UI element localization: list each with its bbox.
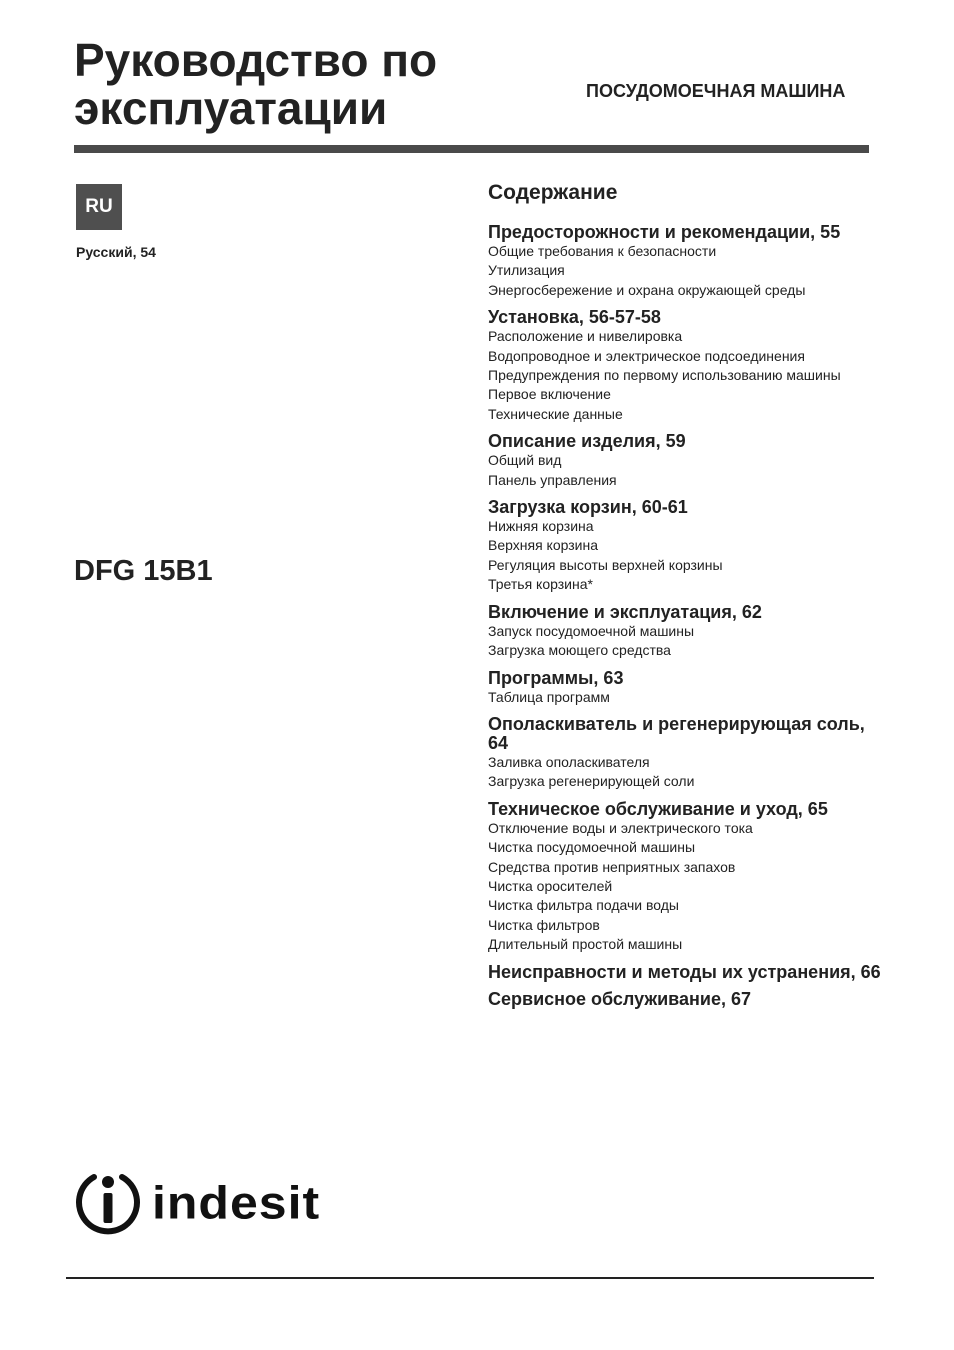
toc-subitem[interactable]: Нижняя корзина: [488, 518, 594, 535]
page-title: Руководство по эксплуатации: [74, 34, 438, 134]
toc-subitem[interactable]: Чистка оросителей: [488, 877, 613, 894]
toc-section: [488, 990, 888, 1009]
toc-section-title[interactable]: Установка, 56-57-58: [488, 307, 661, 328]
toc-subitem[interactable]: Энергосбережение и охрана окружающей среды: [488, 281, 806, 298]
toc-subitem[interactable]: Водопроводное и электрическое подсоединения: [488, 347, 805, 364]
toc-section: [488, 498, 888, 595]
toc-subitem[interactable]: Средства против неприятных запахов: [488, 858, 736, 875]
toc-section: [488, 223, 888, 300]
toc-section: [488, 800, 888, 955]
toc-subitem[interactable]: Длительный простой машины: [488, 936, 683, 953]
toc-section-title[interactable]: Ополаскиватель и регенерирующая соль, 64: [488, 713, 865, 753]
toc-section-title[interactable]: Сервисное обслуживание, 67: [488, 988, 751, 1009]
toc-subitem[interactable]: Верхняя корзина: [488, 537, 598, 554]
toc-section: [488, 715, 888, 792]
toc-sections: [488, 223, 888, 1009]
toc-section-title[interactable]: Включение и эксплуатация, 62: [488, 601, 762, 622]
model-number: DFG 15B1: [74, 555, 213, 587]
toc-subitem[interactable]: Регуляция высоты верхней корзины: [488, 556, 723, 573]
brand-logo: [72, 1167, 320, 1239]
language-badge[interactable]: RU: [76, 184, 122, 230]
toc-subitem[interactable]: Первое включение: [488, 386, 611, 403]
toc-subitem[interactable]: Утилизация: [488, 262, 565, 279]
toc-subitem[interactable]: Отключение воды и электрического тока: [488, 819, 753, 836]
toc-subitem[interactable]: Таблица программ: [488, 688, 610, 705]
footer-rule: [66, 1277, 874, 1279]
toc-subitem[interactable]: Чистка посудомоечной машины: [488, 839, 696, 856]
toc-section: [488, 603, 888, 661]
language-link[interactable]: Русский, 54: [76, 244, 156, 260]
toc-heading: Содержание: [488, 181, 618, 204]
toc-subitem[interactable]: Третья корзина*: [488, 576, 593, 593]
toc-subitem[interactable]: Расположение и нивелировка: [488, 328, 683, 345]
toc-subitem[interactable]: Чистка фильтров: [488, 916, 600, 933]
toc-subitem[interactable]: Панель управления: [488, 471, 617, 488]
toc-section-title[interactable]: Предосторожности и рекомендации, 55: [488, 222, 841, 242]
toc-section-title[interactable]: Техническое обслуживание и уход, 65: [488, 798, 828, 819]
toc-section: [488, 432, 888, 490]
table-of-contents: [488, 180, 888, 1017]
toc-section-title[interactable]: Описание изделия, 59: [488, 431, 686, 452]
header-rule: [74, 145, 869, 153]
toc-section: [488, 308, 888, 424]
toc-subitem[interactable]: Общий вид: [488, 452, 562, 469]
toc-section-title[interactable]: Неисправности и методы их устранения, 66: [488, 961, 881, 982]
toc-subitem[interactable]: Загрузка моющего средства: [488, 642, 671, 659]
toc-subitem[interactable]: Общие требования к безопасности: [488, 243, 717, 259]
toc-section: [488, 669, 888, 707]
product-type: ПОСУДОМОЕЧНАЯ МАШИНА: [586, 81, 846, 101]
toc-subitem[interactable]: Технические данные: [488, 405, 623, 422]
toc-subitem[interactable]: Заливка ополаскивателя: [488, 753, 650, 770]
toc-subitem[interactable]: Предупреждения по первому использованию машины: [488, 367, 841, 384]
toc-subitem[interactable]: Запуск посудомоечной машины: [488, 622, 695, 639]
toc-section-title[interactable]: Загрузка корзин, 60-61: [488, 497, 688, 518]
toc-subitem[interactable]: Чистка фильтра подачи воды: [488, 897, 679, 914]
logo-wordmark: indesit: [152, 1177, 321, 1229]
toc-section: [488, 963, 888, 982]
logo-i-icon: [72, 1167, 144, 1239]
toc-subitem[interactable]: Загрузка регенерирующей соли: [488, 773, 695, 790]
toc-section-title[interactable]: Программы, 63: [488, 667, 624, 688]
